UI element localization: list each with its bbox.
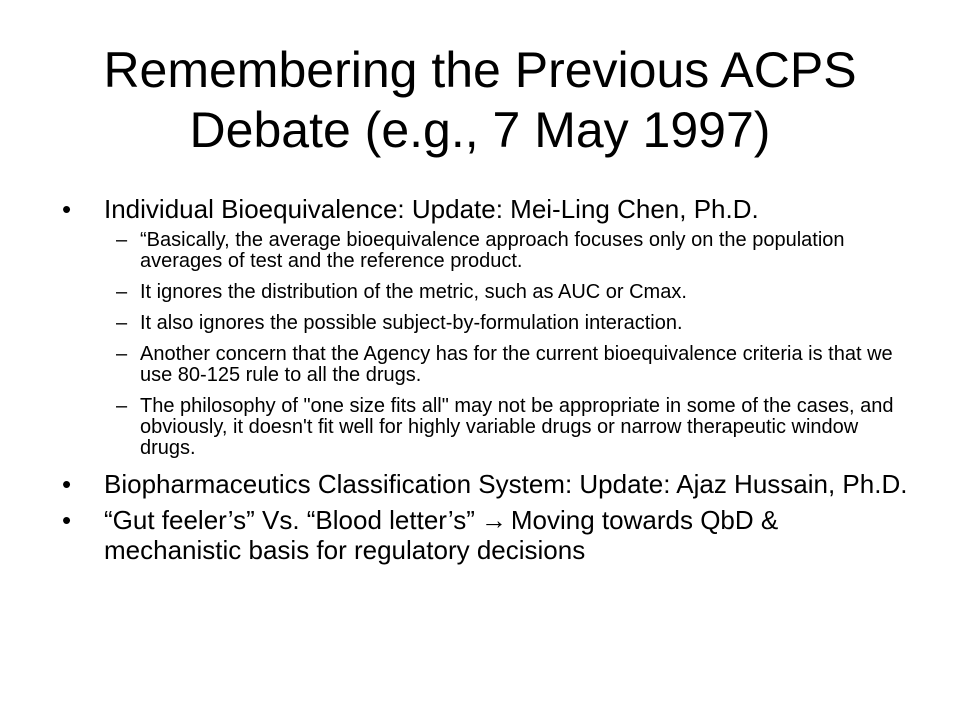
bullet-gut-feelers: [62, 505, 912, 565]
dash-icon: –: [116, 312, 128, 334]
sub-bullet-text: Another concern that the Agency has for the current bioequivalence criteria is that we use 80-125 rule to all the drugs.: [140, 343, 893, 386]
bullet-dot-icon: •: [62, 505, 72, 535]
sub-bullet: [62, 313, 912, 334]
bullet-dot-icon: •: [62, 469, 72, 499]
sub-bullet-text: “Basically, the average bioequivalence approach focuses only on the population averages of test and the reference product.: [140, 229, 845, 272]
bullet-dot-icon: •: [62, 194, 72, 224]
sub-bullet-text: It also ignores the possible subject-by-formulation interaction.: [140, 312, 683, 334]
sub-bullet: [62, 344, 912, 386]
bullet-text: Biopharmaceutics Classification System: Update: Ajaz Hussain, Ph.D.: [104, 469, 908, 499]
sub-bullet: [62, 396, 912, 459]
bullet-individual-bioequivalence: [62, 194, 912, 224]
sub-bullet-text: The philosophy of "one size fits all" may not be appropriate in some of the cases, and obviously, it doesn't fit well for highly variable drugs or narrow therapeutic window drugs.: [140, 395, 894, 459]
bullet-text-before-arrow: “Gut feeler’s” Vs. “Blood letter’s”: [104, 505, 475, 535]
dash-icon: –: [116, 281, 128, 303]
right-arrow-icon: →: [480, 505, 507, 535]
sub-bullet: [62, 282, 912, 303]
slide-body: [62, 194, 912, 571]
sub-bullet-list: [62, 230, 912, 459]
bullet-text-after-arrow: Moving towards QbD & mechanistic basis for regulatory decisions: [104, 505, 779, 565]
slide-title-line-1: Remembering the Previous ACPS: [103, 42, 857, 98]
sub-bullet: [62, 230, 912, 272]
sub-bullet-text: It ignores the distribution of the metric, such as AUC or Cmax.: [140, 281, 687, 303]
dash-icon: –: [116, 343, 128, 365]
slide-title: [60, 40, 900, 160]
bullet-text: Individual Bioequivalence: Update: Mei-Ling Chen, Ph.D.: [104, 194, 759, 224]
bullet-bcs-update: [62, 469, 912, 499]
slide-title-line-2: Debate (e.g., 7 May 1997): [189, 102, 771, 158]
dash-icon: –: [116, 229, 128, 251]
dash-icon: –: [116, 395, 128, 417]
